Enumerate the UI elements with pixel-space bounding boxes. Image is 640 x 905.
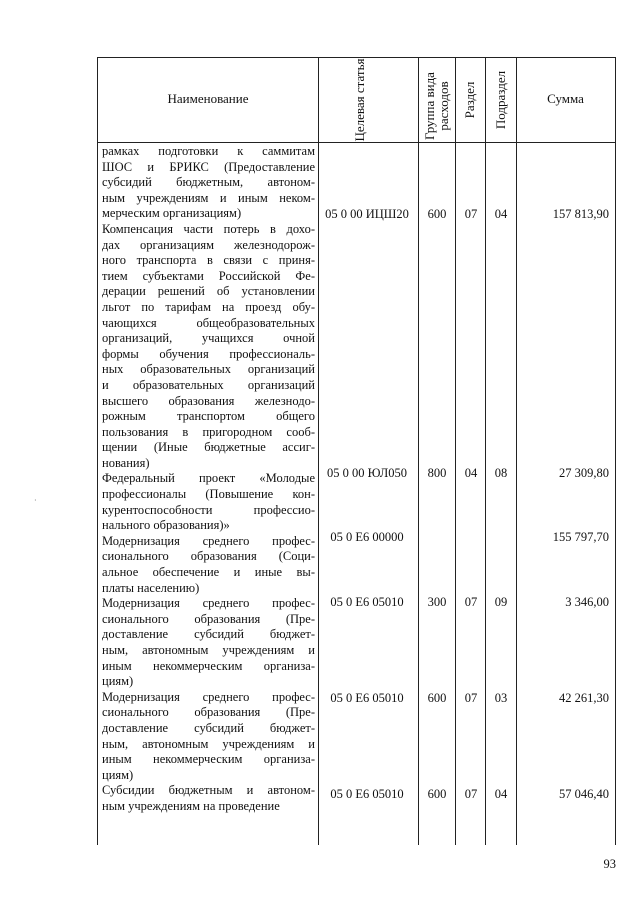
row-1-code: 05 0 00 ИЦШ20 bbox=[325, 207, 409, 221]
row-2-section: 04 bbox=[464, 466, 478, 480]
row-2-group: 800 bbox=[427, 466, 447, 480]
row-5-subsection: 03 bbox=[494, 691, 508, 705]
row-5-group: 600 bbox=[427, 691, 447, 705]
name-line: Компенсация части потерь в дохо- bbox=[102, 221, 315, 236]
name-line: дах организациям железнодорож- bbox=[102, 237, 315, 252]
name-line: субсидий бюджетным, автоном- bbox=[102, 175, 315, 190]
row-name-1 bbox=[102, 144, 315, 222]
col-border-section bbox=[485, 57, 486, 845]
name-line: сионального образования (Соци- bbox=[102, 549, 315, 564]
row-3-sum: 155 797,70 bbox=[552, 530, 609, 544]
name-line: Субсидии бюджетным и автоном- bbox=[102, 783, 315, 798]
row-4-group: 300 bbox=[427, 595, 447, 609]
row-name-2 bbox=[102, 222, 315, 472]
row-1-subsection: 04 bbox=[494, 207, 508, 221]
row-3-code: 05 0 Е6 00000 bbox=[330, 530, 404, 544]
name-line: курентоспособности профессио- bbox=[102, 502, 315, 517]
name-line: рожным транспортом общего bbox=[102, 409, 315, 424]
name-line: доставление субсидий бюджет- bbox=[102, 720, 315, 735]
name-line: чающихся общеобразовательных bbox=[102, 315, 315, 330]
name-line: иным некоммерческим организа- bbox=[102, 658, 315, 673]
row-1-group: 600 bbox=[427, 207, 447, 221]
row-4-section: 07 bbox=[464, 595, 478, 609]
name-line: Модернизация среднего профес- bbox=[102, 596, 315, 611]
row-1-sum: 157 813,90 bbox=[552, 207, 609, 221]
name-line: мерческим организациям) bbox=[102, 206, 242, 221]
name-line: сионального образования (Пре- bbox=[102, 611, 315, 626]
row-name-6 bbox=[102, 690, 315, 784]
row-5-section: 07 bbox=[464, 691, 478, 705]
row-name-5 bbox=[102, 596, 315, 690]
name-line: циям) bbox=[102, 674, 134, 689]
header-name: Наименование bbox=[167, 91, 249, 106]
row-2-subsection: 08 bbox=[494, 466, 508, 480]
margin-mark: · bbox=[34, 496, 37, 505]
name-line: пользования в пригородном сооб- bbox=[102, 424, 315, 439]
name-line: иным некоммерческим организа- bbox=[102, 752, 315, 767]
name-line: альное обеспечение и иные вы- bbox=[102, 565, 315, 580]
row-name-4 bbox=[102, 534, 315, 596]
name-line: ным, автономным учреждениям и bbox=[102, 643, 315, 657]
row-6-group: 600 bbox=[427, 787, 447, 801]
row-4-code: 05 0 Е6 05010 bbox=[330, 595, 404, 609]
name-line: сионального образования (Пре- bbox=[102, 705, 315, 720]
row-2-code: 05 0 00 ЮЛ050 bbox=[326, 466, 408, 480]
header-bottom-border bbox=[97, 142, 615, 143]
name-line: циям) bbox=[102, 767, 134, 782]
row-5-code: 05 0 Е6 05010 bbox=[330, 691, 404, 705]
page-number: 93 bbox=[603, 857, 616, 871]
row-6-subsection: 04 bbox=[494, 787, 508, 801]
name-line: платы населению) bbox=[102, 580, 200, 595]
name-line: тием субъектами Российской Фе- bbox=[102, 268, 315, 283]
row-4-sum: 3 346,00 bbox=[565, 595, 609, 609]
name-line: рамках подготовки к саммитам bbox=[102, 144, 315, 158]
name-line: Модернизация среднего профес- bbox=[102, 533, 315, 548]
name-line: ного транспорта в связи с приня- bbox=[102, 253, 315, 268]
name-line: ным учреждениям на проведение bbox=[102, 798, 280, 813]
name-line: ным учреждениям и иным неком- bbox=[102, 190, 315, 205]
header-sum: Сумма bbox=[547, 91, 584, 106]
header-expense-group: Группа вида расходов bbox=[422, 72, 451, 140]
col-border-code bbox=[418, 57, 419, 845]
name-line: щении (Иные бюджетные ассиг- bbox=[102, 440, 315, 455]
col-border-left bbox=[97, 57, 98, 845]
name-line: нования) bbox=[102, 455, 150, 470]
row-5-sum: 42 261,30 bbox=[559, 691, 609, 705]
name-line: профессионалы (Повышение кон- bbox=[102, 487, 315, 502]
header-subsection: Подраздел bbox=[493, 70, 508, 130]
header-target-article: Целевая статья bbox=[352, 58, 367, 142]
row-6-section: 07 bbox=[464, 787, 478, 801]
name-line: организаций, учащихся очной bbox=[102, 331, 315, 346]
name-line: Федеральный проект «Молодые bbox=[102, 471, 315, 486]
row-name-3 bbox=[102, 471, 315, 533]
name-line: льгот по тарифам на проезд обу- bbox=[102, 299, 315, 314]
col-border-subsection bbox=[516, 57, 517, 845]
row-1-section: 07 bbox=[464, 207, 478, 221]
row-6-code: 05 0 Е6 05010 bbox=[330, 787, 404, 801]
row-2-sum: 27 309,80 bbox=[559, 466, 609, 480]
name-line: высшего образования железнодо- bbox=[102, 393, 315, 408]
name-line: нального образования)» bbox=[102, 518, 230, 533]
header-section: Раздел bbox=[462, 81, 477, 119]
row-4-subsection: 09 bbox=[494, 595, 508, 609]
name-line: ным, автономным учреждениям и bbox=[102, 736, 315, 751]
row-6-sum: 57 046,40 bbox=[559, 787, 609, 801]
name-line: ШОС и БРИКС (Предоставление bbox=[102, 159, 315, 174]
col-border-right bbox=[615, 57, 616, 845]
row-name-7 bbox=[102, 783, 315, 814]
name-line: ных образовательных организаций bbox=[102, 362, 315, 377]
name-line: и образовательных организаций bbox=[102, 377, 315, 392]
name-line: Модернизация среднего профес- bbox=[102, 689, 315, 704]
col-border-name bbox=[318, 57, 319, 845]
name-line: дерации решений об установлении bbox=[102, 284, 315, 299]
name-line: формы обучения профессиональ- bbox=[102, 346, 315, 361]
names-column bbox=[102, 144, 315, 815]
col-border-group bbox=[455, 57, 456, 845]
name-line: доставление субсидий бюджет- bbox=[102, 627, 315, 642]
